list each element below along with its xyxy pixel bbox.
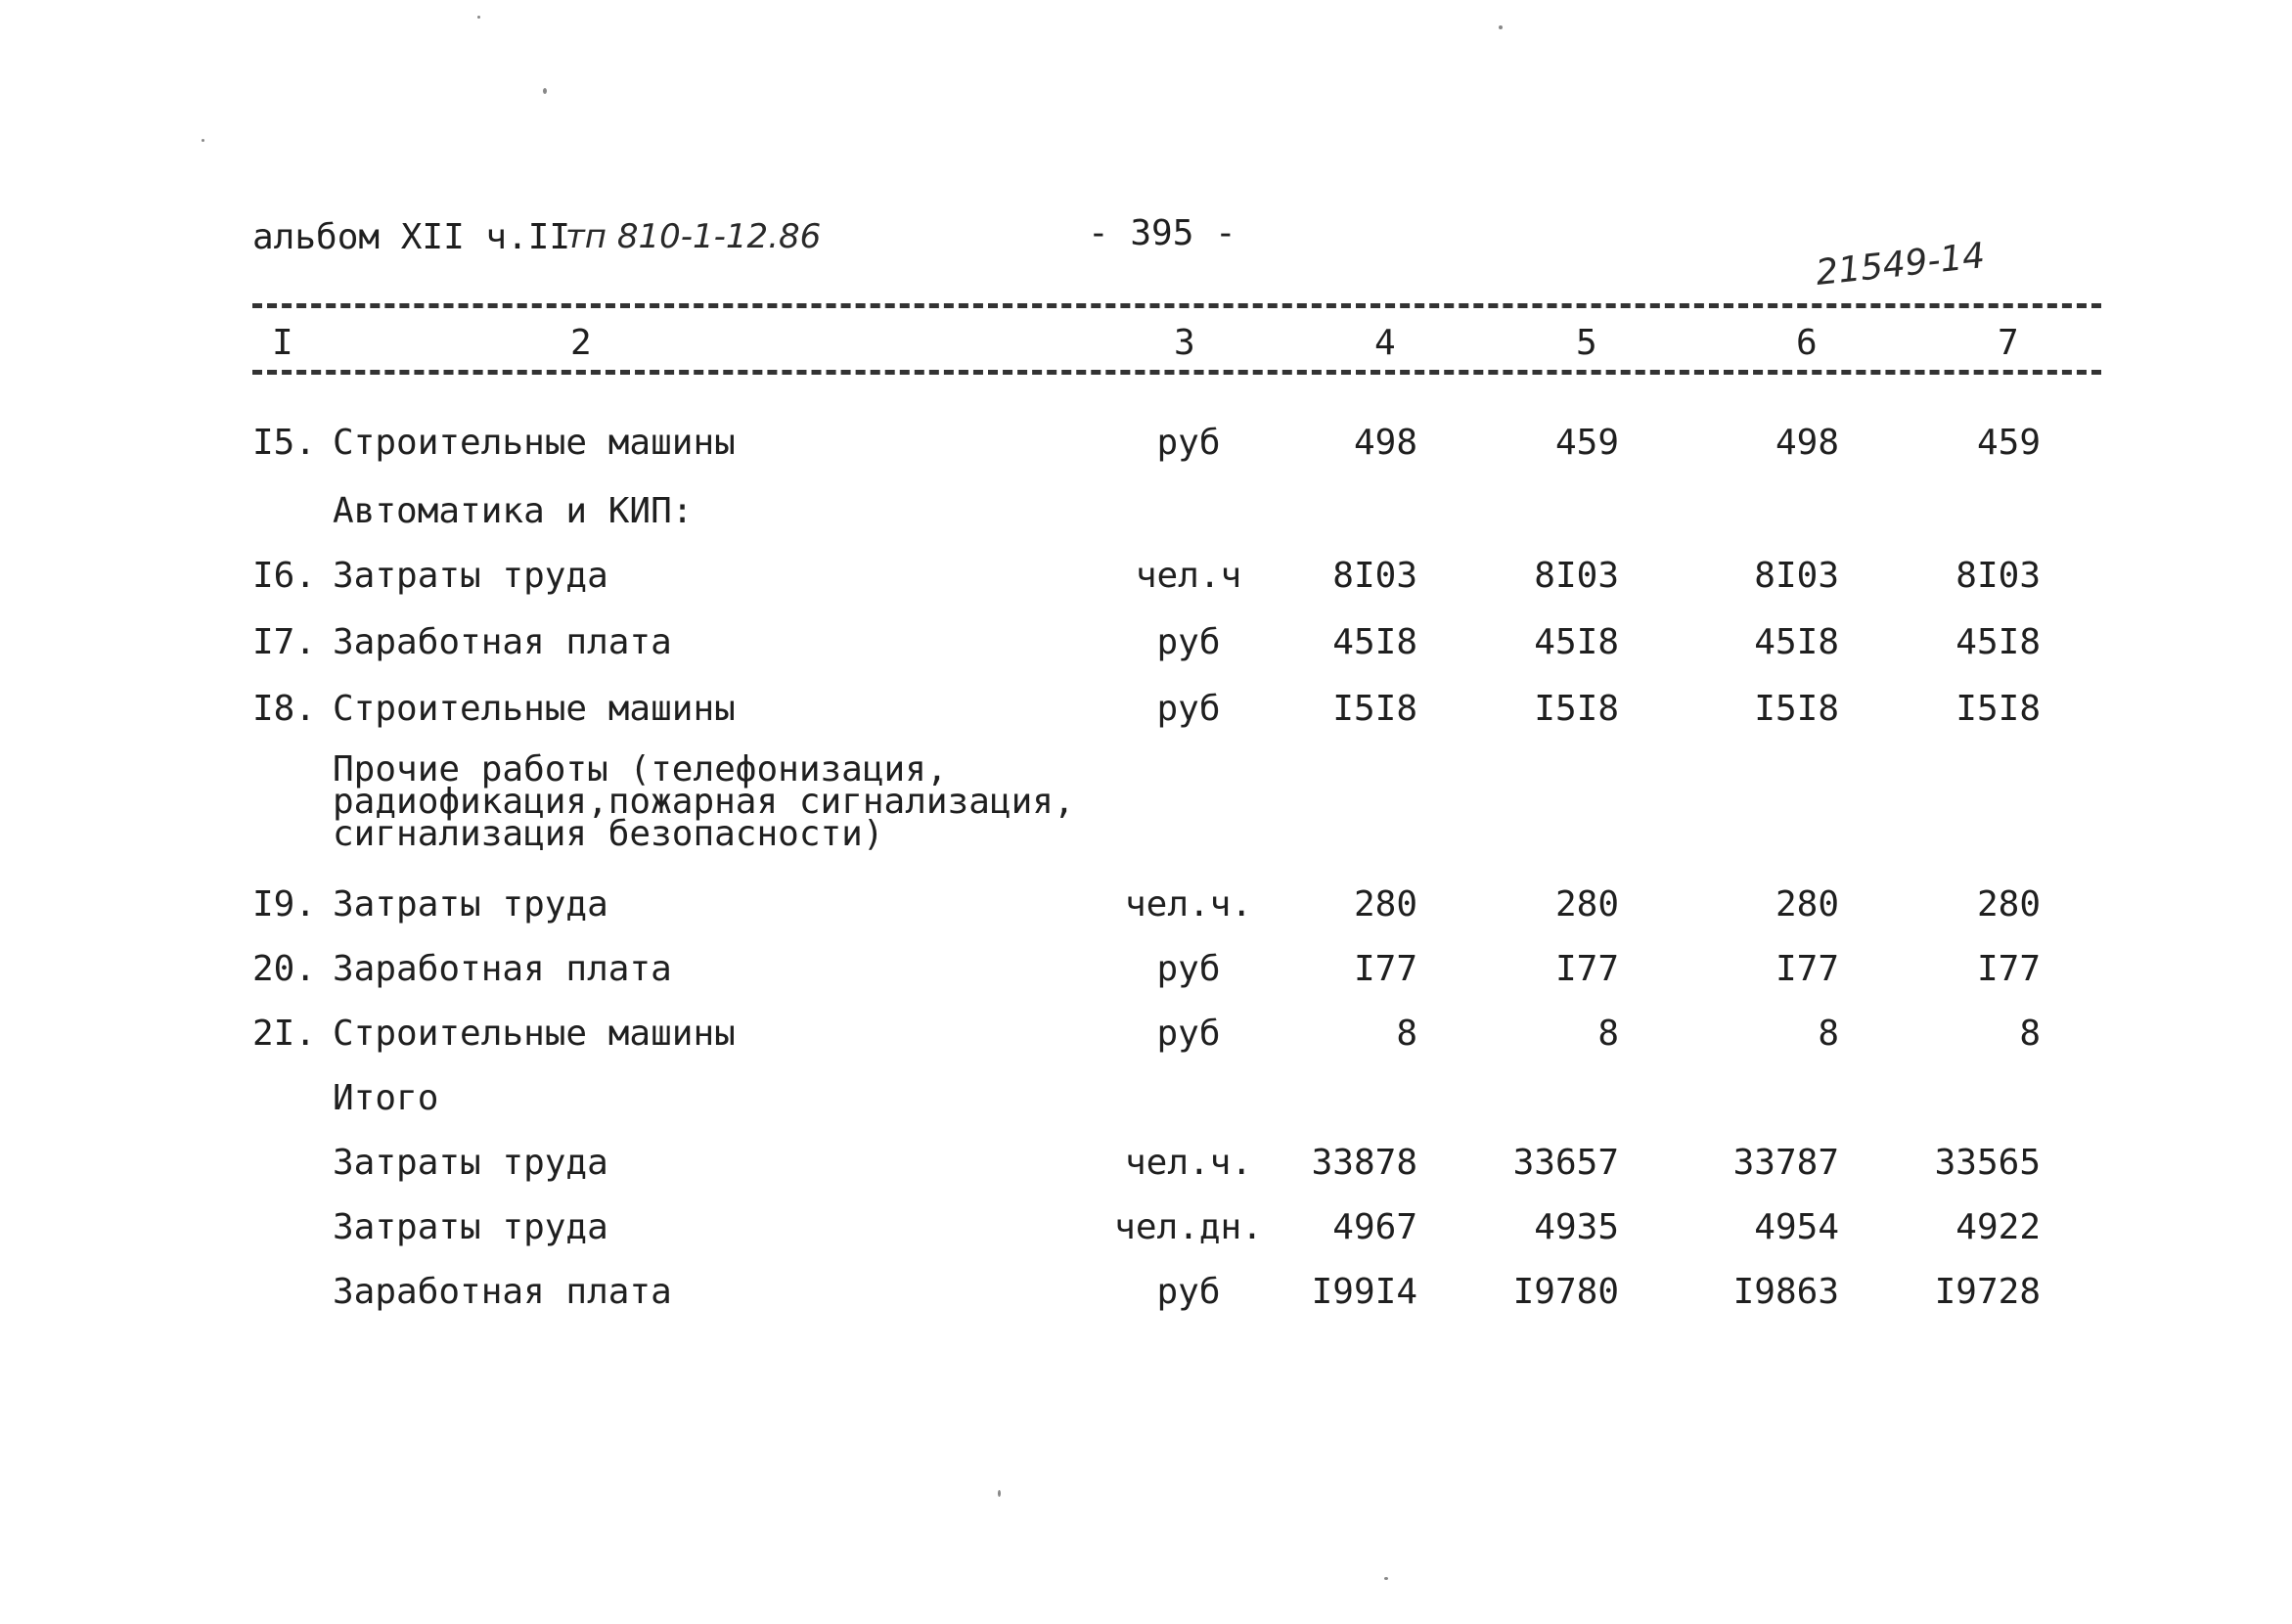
row-unit: чел.дн. (1114, 1207, 1263, 1247)
scan-speck (202, 139, 204, 142)
row-value-col4: 8I03 (1332, 556, 1417, 596)
row-description: Затраты труда (333, 884, 608, 925)
col-header-5: 5 (1576, 323, 1597, 363)
scan-speck (543, 88, 547, 94)
row-value-col5: I5I8 (1534, 689, 1619, 729)
row-value-col7: I9728 (1934, 1272, 2041, 1312)
row-value-col5: 33657 (1512, 1143, 1619, 1183)
row-value-col5: 280 (1554, 884, 1619, 925)
col-header-2: 2 (570, 323, 592, 363)
scan-speck (1384, 1577, 1388, 1580)
col-header-3: 3 (1174, 323, 1195, 363)
row-value-col5: 45I8 (1534, 622, 1619, 662)
row-value-col6: 33787 (1732, 1143, 1839, 1183)
row-value-col7: 8I03 (1955, 556, 2041, 596)
row-unit: чел.ч. (1124, 1143, 1253, 1183)
row-value-col5: 4935 (1534, 1207, 1619, 1247)
row-description: Затраты труда (333, 556, 608, 596)
row-description: Автоматика и КИП: (333, 491, 694, 531)
row-value-col6: I5I8 (1754, 689, 1839, 729)
row-value-col4: I99I4 (1311, 1272, 1417, 1312)
row-value-col7: 8 (2019, 1014, 2041, 1054)
scan-speck (1499, 25, 1503, 29)
row-value-col5: I77 (1554, 949, 1619, 989)
row-value-col7: 280 (1976, 884, 2041, 925)
row-value-col6: 280 (1775, 884, 1839, 925)
row-value-col7: 459 (1976, 423, 2041, 463)
row-value-col4: 8 (1396, 1014, 1417, 1054)
row-value-col4: 498 (1353, 423, 1417, 463)
row-value-col7: 33565 (1934, 1143, 2041, 1183)
row-unit: чел.ч. (1124, 884, 1253, 925)
row-value-col6: 8I03 (1754, 556, 1839, 596)
other-works-line-2: радиофикация,пожарная сигнализация, (333, 782, 1075, 822)
row-unit: руб (1156, 689, 1221, 729)
row-description: Затраты труда (333, 1143, 608, 1183)
row-value-col4: I5I8 (1332, 689, 1417, 729)
row-value-col4: 4967 (1332, 1207, 1417, 1247)
row-value-col5: 8 (1597, 1014, 1619, 1054)
row-description: Заработная плата (333, 1272, 672, 1312)
doc-code: 21549-14 (1814, 236, 1987, 293)
row-value-col6: I77 (1775, 949, 1839, 989)
row-value-col5: 459 (1554, 423, 1619, 463)
page-number: - 395 - (1088, 213, 1236, 253)
row-description: Заработная плата (333, 949, 672, 989)
row-value-col4: 45I8 (1332, 622, 1417, 662)
row-number: I5. (252, 423, 317, 463)
row-number: I8. (252, 689, 317, 729)
col-header-1: I (272, 323, 293, 363)
row-number: I6. (252, 556, 317, 596)
row-value-col7: I77 (1976, 949, 2041, 989)
row-description: Строительные машины (333, 1014, 736, 1054)
row-value-col4: 280 (1353, 884, 1417, 925)
row-value-col7: I5I8 (1955, 689, 2041, 729)
row-unit: руб (1156, 622, 1221, 662)
header-bottom-rule (252, 370, 2101, 375)
row-value-col6: 498 (1775, 423, 1839, 463)
scan-speck (998, 1490, 1001, 1497)
row-description: Строительные машины (333, 689, 736, 729)
row-value-col5: I9780 (1512, 1272, 1619, 1312)
row-unit: руб (1156, 423, 1221, 463)
row-unit: чел.ч (1135, 556, 1242, 596)
col-header-6: 6 (1796, 323, 1818, 363)
header-top-rule (252, 303, 2101, 308)
row-value-col6: 4954 (1754, 1207, 1839, 1247)
row-description: Затраты труда (333, 1207, 608, 1247)
row-value-col7: 45I8 (1955, 622, 2041, 662)
row-value-col4: 33878 (1311, 1143, 1417, 1183)
col-header-7: 7 (1998, 323, 2019, 363)
row-unit: руб (1156, 1014, 1221, 1054)
other-works-line-1: Прочие работы (телефонизация, (333, 749, 948, 789)
tp-label: тп 810-1-12.86 (565, 217, 822, 256)
other-works-heading (333, 749, 1075, 854)
row-description: Заработная плата (333, 622, 672, 662)
row-value-col6: I9863 (1732, 1272, 1839, 1312)
col-header-4: 4 (1374, 323, 1396, 363)
row-value-col6: 8 (1818, 1014, 1839, 1054)
row-value-col6: 45I8 (1754, 622, 1839, 662)
row-number: 20. (252, 949, 317, 989)
scan-speck (477, 16, 480, 19)
row-description: Итого (333, 1078, 439, 1118)
other-works-line-3: сигнализация безопасности) (333, 814, 884, 854)
row-number: I9. (252, 884, 317, 925)
row-value-col7: 4922 (1955, 1207, 2041, 1247)
row-unit: руб (1156, 1272, 1221, 1312)
row-number: I7. (252, 622, 317, 662)
row-unit: руб (1156, 949, 1221, 989)
row-value-col4: I77 (1353, 949, 1417, 989)
album-label: альбом XII ч.II (252, 217, 571, 257)
row-number: 2I. (252, 1014, 317, 1054)
row-description: Строительные машины (333, 423, 736, 463)
row-value-col5: 8I03 (1534, 556, 1619, 596)
